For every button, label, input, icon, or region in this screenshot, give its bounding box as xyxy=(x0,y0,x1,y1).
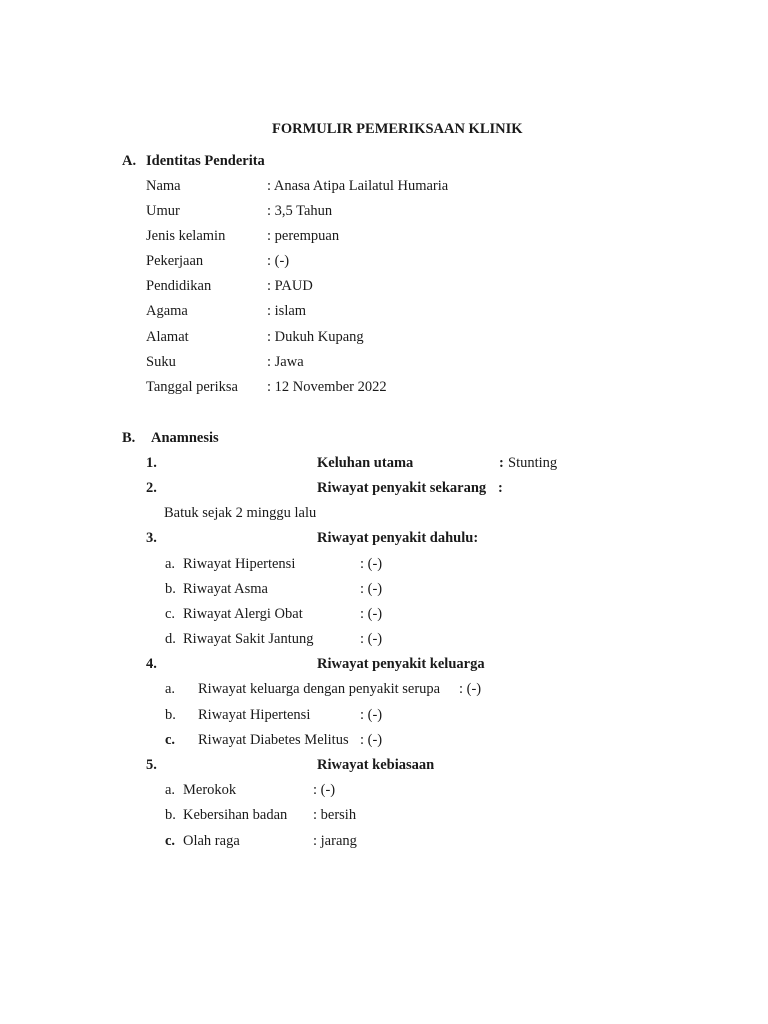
item-5c-letter: c. xyxy=(165,833,176,849)
identity-value-address: : Dukuh Kupang xyxy=(267,329,364,345)
item-2-colon: : xyxy=(498,480,503,496)
identity-value-gender: : perempuan xyxy=(267,228,340,244)
item-3c-letter: c. xyxy=(165,606,176,622)
item-4c-value: : (-) xyxy=(360,732,383,748)
item-5b-letter: b. xyxy=(165,807,176,823)
item-5-number: 5. xyxy=(146,757,157,773)
item-1-colon: : xyxy=(499,455,504,471)
section-b-heading: Anamnesis xyxy=(151,430,219,446)
item-4c-letter: c. xyxy=(165,732,176,748)
identity-label-age: Umur xyxy=(146,203,180,219)
item-3d-value: : (-) xyxy=(360,631,383,647)
identity-label-address: Alamat xyxy=(146,329,189,345)
identity-value-age: : 3,5 Tahun xyxy=(267,203,333,219)
item-3-number: 3. xyxy=(146,530,157,546)
item-4c-label: Riwayat Diabetes Melitus xyxy=(198,732,349,748)
item-4b-label: Riwayat Hipertensi xyxy=(198,707,311,723)
item-3a-value: : (-) xyxy=(360,556,383,572)
item-5b-label: Kebersihan badan xyxy=(183,807,288,823)
identity-label-ethnicity: Suku xyxy=(146,354,176,370)
item-3b-label: Riwayat Asma xyxy=(183,581,268,597)
identity-value-education: : PAUD xyxy=(267,278,313,294)
item-2-label: Riwayat penyakit sekarang xyxy=(317,480,487,496)
identity-label-gender: Jenis kelamin xyxy=(146,228,226,244)
page-title: FORMULIR PEMERIKSAAN KLINIK xyxy=(272,121,523,137)
item-1-value: Stunting xyxy=(508,455,558,471)
item-5b-value: : bersih xyxy=(313,807,357,823)
item-3-label: Riwayat penyakit dahulu: xyxy=(317,530,479,546)
item-3c-label: Riwayat Alergi Obat xyxy=(183,606,303,622)
identity-value-name: : Anasa Atipa Lailatul Humaria xyxy=(267,178,449,194)
identity-value-religion: : islam xyxy=(267,303,307,319)
item-5a-value: : (-) xyxy=(313,782,336,798)
item-2-number: 2. xyxy=(146,480,157,496)
item-4a-letter: a. xyxy=(165,681,176,697)
item-4-label: Riwayat penyakit keluarga xyxy=(317,656,485,672)
identity-label-exam-date: Tanggal periksa xyxy=(146,379,238,395)
item-1-label: Keluhan utama xyxy=(317,455,414,471)
item-5c-value: : jarang xyxy=(313,833,357,849)
item-4b-letter: b. xyxy=(165,707,176,723)
item-3d-label: Riwayat Sakit Jantung xyxy=(183,631,314,647)
item-4-number: 4. xyxy=(146,656,157,672)
item-2-text: Batuk sejak 2 minggu lalu xyxy=(164,505,317,521)
item-5a-label: Merokok xyxy=(183,782,237,798)
section-a-letter: A. xyxy=(122,153,137,169)
item-4a-value: : (-) xyxy=(459,681,482,697)
identity-value-ethnicity: : Jawa xyxy=(267,354,304,370)
item-3b-value: : (-) xyxy=(360,581,383,597)
identity-label-religion: Agama xyxy=(146,303,188,319)
identity-label-name: Nama xyxy=(146,178,181,194)
item-5-label: Riwayat kebiasaan xyxy=(317,757,435,773)
item-1-number: 1. xyxy=(146,455,157,471)
item-4a-label: Riwayat keluarga dengan penyakit serupa xyxy=(198,681,441,697)
item-5c-label: Olah raga xyxy=(183,833,240,849)
identity-label-occupation: Pekerjaan xyxy=(146,253,204,269)
section-b-letter: B. xyxy=(122,430,136,446)
item-4b-value: : (-) xyxy=(360,707,383,723)
identity-label-education: Pendidikan xyxy=(146,278,212,294)
item-3d-letter: d. xyxy=(165,631,176,647)
item-3c-value: : (-) xyxy=(360,606,383,622)
item-3a-label: Riwayat Hipertensi xyxy=(183,556,296,572)
identity-value-exam-date: : 12 November 2022 xyxy=(267,379,387,395)
identity-value-occupation: : (-) xyxy=(267,253,290,269)
item-3a-letter: a. xyxy=(165,556,176,572)
item-3b-letter: b. xyxy=(165,581,176,597)
item-5a-letter: a. xyxy=(165,782,176,798)
section-a-heading: Identitas Penderita xyxy=(146,153,265,169)
